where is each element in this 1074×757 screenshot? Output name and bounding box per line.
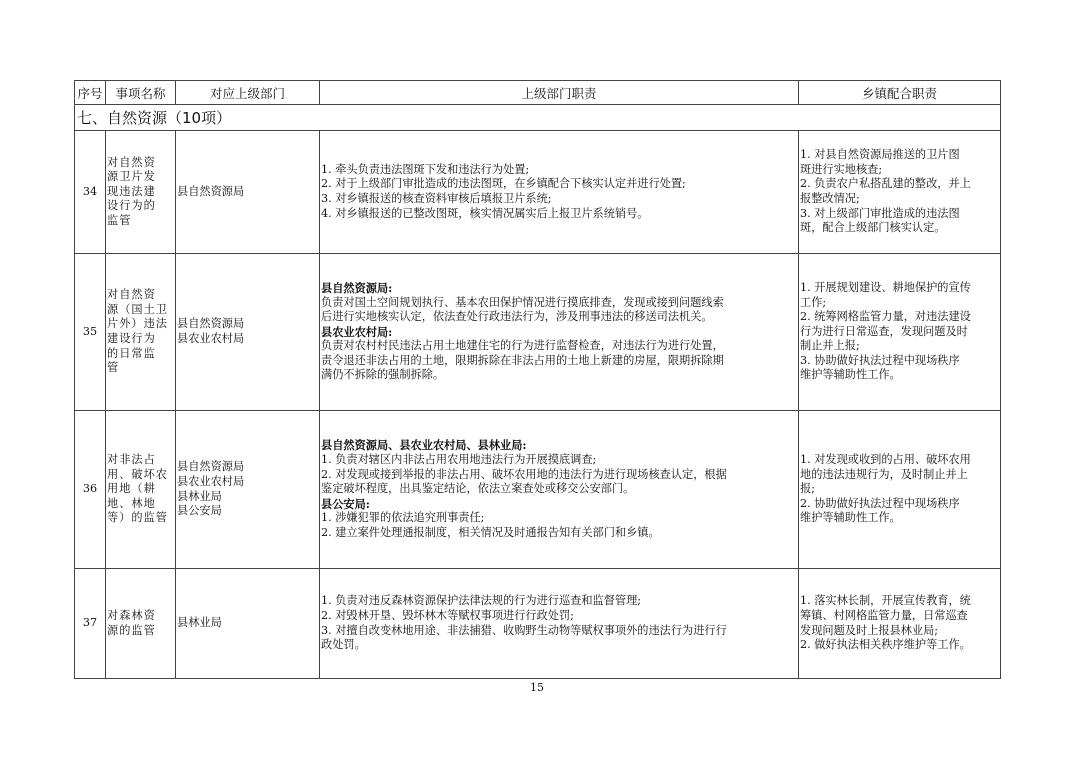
line: 对自然资 <box>107 288 156 302</box>
line: 片外）违法 <box>107 317 168 331</box>
table-row <box>75 254 1001 411</box>
line: 报整改情况; <box>800 192 860 205</box>
line: 满仍不拆除的强制拆除。 <box>321 368 445 382</box>
line: 3. 对乡镇报送的核查资料审核后填报卫片系统; <box>321 192 552 205</box>
line: 2. 做好执法相关秩序维护等工作。 <box>800 638 971 652</box>
line: 2. 对于上级部门审批造成的违法图斑，在乡镇配合下核实认定并进行处置; <box>321 177 686 191</box>
line: 用地（耕 <box>107 482 156 496</box>
line: 现违法建 <box>107 184 156 198</box>
line: 县自然资源局: <box>321 280 393 295</box>
line: 3. 协助做好执法过程中现场秩序 <box>800 353 960 367</box>
town-duty <box>799 131 1001 254</box>
superior-dept <box>176 131 320 254</box>
superior-duty <box>320 411 799 569</box>
superior-duty <box>320 131 799 254</box>
header-duty: 上级部门职责 <box>320 81 799 105</box>
line: 责令退还非法占用的土地，限期拆除在非法占用的土地上新建的房屋，限期拆除期 <box>321 353 724 367</box>
line: 后进行实地核实认定，依法查处行政违法行为，涉及刑事违法的移送司法机关。 <box>321 310 713 324</box>
line: 行为进行日常巡查，发现问题及时 <box>800 324 968 338</box>
line: 的日常监 <box>107 346 156 360</box>
line: 1. 对县自然资源局推送的卫片图 <box>800 148 960 162</box>
row-number: 34 <box>75 131 106 254</box>
line: 1. 牵头负责违法图斑下发和违法行为处置; <box>321 162 530 176</box>
line: 对自然资 <box>107 155 156 169</box>
superior-duty <box>320 569 799 679</box>
line: 1. 负责对辖区内非法占用农用地违法行为开展摸底调查; <box>321 453 597 467</box>
line: 2. 统筹网格监管力量，对违法建设 <box>800 310 971 324</box>
line: 县自然资源局、县农业农村局、县林业局: <box>321 438 527 453</box>
line: 1. 负责对违反森林资源保护法律法规的行为进行巡查和监督管理; <box>321 594 642 608</box>
line: 地的违法违规行为，及时制止并上 <box>800 467 968 481</box>
line: 维护等辅助性工作。 <box>800 368 901 382</box>
line: 工作; <box>800 295 827 309</box>
line: 维护等辅助性工作。 <box>800 511 901 525</box>
line: 对非法占 <box>107 453 156 467</box>
line: 4. 对乡镇报送的已整改图斑，核实情况属实后上报卫片系统销号。 <box>321 206 649 220</box>
line: 源的监管 <box>107 623 156 637</box>
line: 县农业农村局: <box>321 324 393 339</box>
line: 县自然资源局 <box>177 317 245 331</box>
line: 筹镇、村网格监管力量，日常巡查 <box>800 608 968 622</box>
line: 2. 对毁林开垦、毁坏林木等赋权事项进行行政处罚; <box>321 608 574 622</box>
line: 报; <box>800 482 815 496</box>
line: 1. 对发现或收到的占用、破坏农用 <box>800 453 971 467</box>
line: 等）的监管 <box>107 511 168 525</box>
line: 2. 建立案件处理通报制度，相关情况及时通报告知有关部门和乡镇。 <box>321 525 660 539</box>
line: 2. 协助做好执法过程中现场秩序 <box>800 496 960 510</box>
line: 建设行为 <box>107 332 156 345</box>
line: 县公安局 <box>177 504 222 518</box>
line: 源卫片发 <box>107 170 156 184</box>
line: 负责对国土空间规划执行、基本农田保护情况进行摸底排查，发现或接到问题线索 <box>321 295 724 309</box>
page-number: 15 <box>530 681 544 694</box>
line: 管 <box>107 361 120 375</box>
line: 2. 负责农户私搭乱建的整改，并上 <box>800 177 971 191</box>
line: 县农业农村局 <box>177 474 245 488</box>
town-duty <box>799 254 1001 411</box>
table-row <box>75 569 1001 679</box>
line: 对森林资 <box>107 608 156 622</box>
table-row <box>75 131 1001 254</box>
line: 斑，配合上级部门核实认定。 <box>800 221 946 235</box>
header-dept: 对应上级部门 <box>176 81 320 105</box>
line: 负责对农村村民违法占用土地建住宅的行为进行监督检查，对违法行为进行处置， <box>321 339 724 353</box>
superior-dept <box>176 254 320 411</box>
line: 县公安局: <box>321 496 370 511</box>
header-town: 乡镇配合职责 <box>799 81 1001 105</box>
superior-dept <box>176 411 320 569</box>
row-number: 36 <box>75 411 106 569</box>
line: 县自然资源局 <box>177 460 245 474</box>
line: 制止并上报; <box>800 339 860 353</box>
line: 用、破坏农 <box>107 467 168 481</box>
line: 地、林地 <box>107 496 156 510</box>
header-seq: 序号 <box>75 81 106 105</box>
line: 1. 涉嫌犯罪的依法追究刑事责任; <box>321 511 485 525</box>
superior-duty <box>320 254 799 411</box>
line: 源（国土卫 <box>107 302 168 316</box>
line: 1. 落实林长制，开展宣传教育，统 <box>800 594 971 608</box>
town-duty <box>799 569 1001 679</box>
line: 鉴定破坏程度，出具鉴定结论，依法立案查处或移交公安部门。 <box>321 482 635 496</box>
item-name <box>106 569 176 679</box>
line: 政处罚。 <box>321 638 366 652</box>
line: 县自然资源局 <box>177 184 245 198</box>
line: 3. 对擅自改变林地用途、非法捕猎、收购野生动物等赋权事项外的违法行为进行行 <box>321 623 727 637</box>
table-row <box>75 411 1001 569</box>
table-header <box>75 81 1001 105</box>
line: 监管 <box>107 213 132 227</box>
town-duty <box>799 411 1001 569</box>
section-title: 七、自然资源（10项） <box>75 105 1001 131</box>
header-item: 事项名称 <box>106 81 176 105</box>
line: 斑进行实地核查; <box>800 162 883 176</box>
line: 县林业局 <box>177 616 222 630</box>
line: 3. 对上级部门审批造成的违法图 <box>800 206 960 220</box>
superior-dept <box>176 569 320 679</box>
responsibility-table <box>74 80 1001 679</box>
line: 1. 开展规划建设、耕地保护的宣传 <box>800 280 971 294</box>
row-number: 37 <box>75 569 106 679</box>
section-row <box>75 105 1001 131</box>
line: 县农业农村局 <box>177 332 245 345</box>
item-name <box>106 411 176 569</box>
row-number: 35 <box>75 254 106 411</box>
line: 县林业局 <box>177 489 222 503</box>
item-name <box>106 254 176 411</box>
item-name <box>106 131 176 254</box>
line: 2. 对发现或接到举报的非法占用、破坏农用地的违法行为进行现场核查认定，根据 <box>321 467 727 481</box>
line: 设行为的 <box>107 199 156 213</box>
line: 发现问题及时上报县林业局; <box>800 623 939 637</box>
